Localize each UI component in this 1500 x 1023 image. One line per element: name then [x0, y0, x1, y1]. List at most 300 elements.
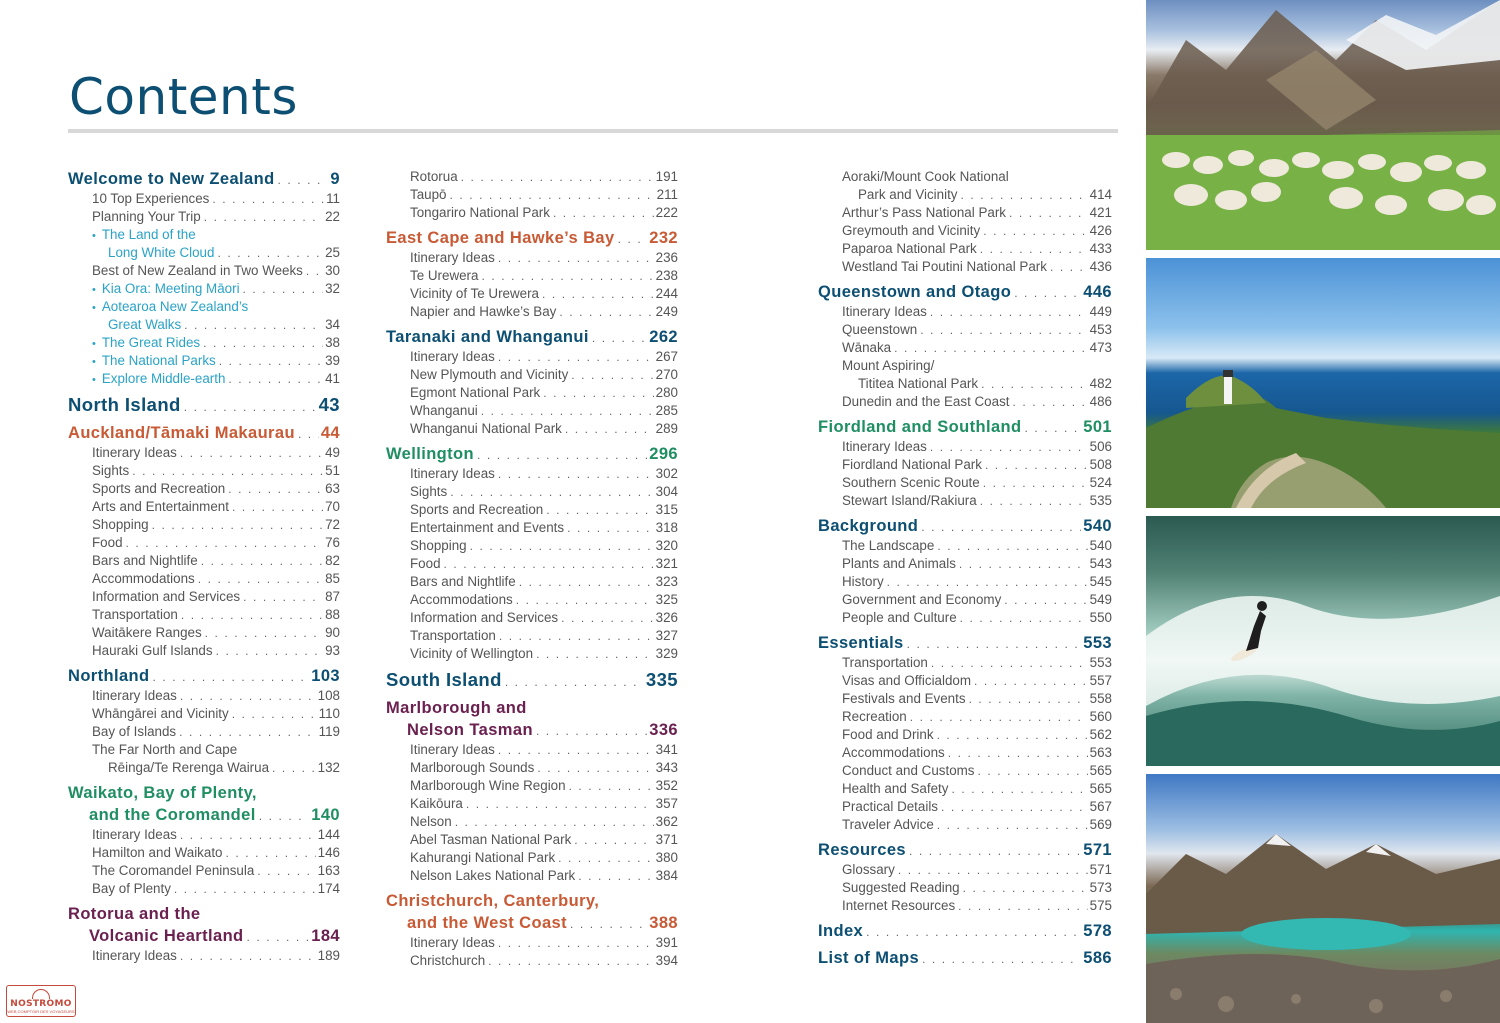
page-number: 320 [655, 538, 678, 553]
dot-leader [958, 897, 1088, 915]
toc-entry-title: Great Walks [108, 317, 182, 332]
toc-entry-title: Transportation [410, 628, 496, 643]
page-number: 302 [655, 466, 678, 481]
toc-entry [386, 204, 678, 222]
toc-entry-title: Nelson [410, 814, 452, 829]
dot-leader [477, 444, 647, 465]
toc-entry-title: Traveler Advice [842, 817, 934, 832]
toc-entry [818, 690, 1112, 708]
page-number: 51 [325, 463, 340, 478]
dot-leader [444, 555, 654, 573]
page-number: 578 [1083, 922, 1112, 940]
dot-leader [980, 492, 1088, 510]
dot-leader [204, 208, 323, 226]
dot-leader [937, 726, 1088, 744]
page-number: 569 [1089, 817, 1112, 832]
dot-leader [951, 780, 1087, 798]
page-number: 540 [1083, 517, 1112, 535]
page-number: 110 [318, 706, 340, 721]
toc-entry [386, 849, 678, 867]
page-number: 82 [325, 553, 340, 568]
page-number: 88 [325, 607, 340, 622]
toc-entry [818, 474, 1112, 492]
dot-leader [180, 444, 323, 462]
toc-entry [386, 384, 678, 402]
toc-entry-title: 10 Top Experiences [92, 191, 210, 206]
toc-entry-title: The Far North and Cape [92, 742, 238, 757]
toc-entry-title: Tititea National Park [858, 376, 979, 391]
toc-entry-title: Marlborough and [386, 699, 527, 717]
toc-entry-title: Mount Aspiring/ [842, 358, 935, 373]
toc-entry-title: Arthur’s Pass National Park [842, 205, 1006, 220]
toc-section-heading [818, 515, 1112, 537]
toc-section-heading [386, 912, 678, 934]
toc-entry [386, 813, 678, 831]
surfer-wave-photo [1146, 516, 1500, 766]
toc-entry-title: Fiordland National Park [842, 457, 982, 472]
dot-leader [1050, 258, 1088, 276]
page-number: 321 [655, 556, 678, 571]
toc-entry-title: Stewart Island/Rakiura [842, 493, 977, 508]
dot-leader [498, 741, 654, 759]
dot-leader [306, 262, 323, 280]
toc-column-2 [386, 168, 678, 970]
toc-entry-title: Itinerary Ideas [92, 948, 177, 963]
toc-entry-title: People and Culture [842, 610, 957, 625]
dot-leader [152, 516, 324, 534]
dot-leader [257, 862, 315, 880]
toc-entry-title: Food [92, 535, 123, 550]
toc-entry-title: Westland Tai Poutini National Park [842, 259, 1047, 274]
page-number: 362 [655, 814, 678, 829]
toc-entry-title: Background [818, 517, 919, 535]
toc-entry-title: South Island [386, 669, 502, 690]
page-number: 545 [1089, 574, 1112, 589]
page-number: 535 [1089, 493, 1112, 508]
page-title: Contents [69, 68, 298, 126]
dot-leader [558, 849, 654, 867]
dot-leader [961, 186, 1088, 204]
toc-entry-title: • Aotearoa New Zealand’s [92, 298, 248, 316]
toc-entry [68, 534, 340, 552]
dot-leader [481, 267, 653, 285]
page-number: 174 [317, 881, 340, 896]
dot-leader [247, 926, 310, 947]
dot-leader [198, 570, 323, 588]
toc-entry [386, 573, 678, 591]
mountain-sheep-photo [1146, 0, 1500, 250]
toc-entry [68, 498, 340, 516]
toc-section-heading [386, 890, 678, 912]
dot-leader [180, 687, 316, 705]
toc-entry [818, 654, 1112, 672]
page-number: 388 [649, 914, 678, 932]
toc-section-heading [386, 227, 678, 249]
toc-entry [818, 816, 1112, 834]
toc-section-heading [68, 925, 340, 947]
toc-entry [68, 624, 340, 642]
toc-entry-title: Visas and Officialdom [842, 673, 972, 688]
toc-entry-title: Essentials [818, 634, 904, 652]
page-number: 482 [1089, 376, 1112, 391]
dot-leader [180, 947, 316, 965]
dot-leader [909, 840, 1081, 861]
page-number: 211 [656, 187, 678, 202]
toc-entry [386, 795, 678, 813]
page-number: 573 [1089, 880, 1112, 895]
toc-entry [68, 552, 340, 570]
toc-entry-title: Aoraki/Mount Cook National [842, 169, 1009, 184]
toc-entry [68, 208, 340, 226]
toc-entry-title: The Landscape [842, 538, 935, 553]
page-number: 446 [1083, 283, 1112, 301]
page-number: 543 [1089, 556, 1112, 571]
dot-leader [574, 831, 653, 849]
dot-leader [894, 339, 1088, 357]
dot-leader [931, 654, 1088, 672]
title-divider [68, 129, 1118, 133]
page-number: 343 [655, 760, 678, 775]
dot-leader [920, 321, 1087, 339]
dot-leader [981, 375, 1088, 393]
toc-entry [386, 952, 678, 970]
page-number: 567 [1089, 799, 1112, 814]
dot-leader [226, 844, 316, 862]
toc-entry-title: Tongariro National Park [410, 205, 550, 220]
page-number: 575 [1089, 898, 1112, 913]
dot-leader [203, 334, 323, 352]
toc-entry-title: Resources [818, 841, 906, 859]
toc-entry-title: Vicinity of Te Urewera [410, 286, 540, 301]
toc-entry-title: Health and Safety [842, 781, 949, 796]
toc-entry-title: Marlborough Wine Region [410, 778, 566, 793]
dot-leader [278, 169, 329, 190]
toc-entry [818, 339, 1112, 357]
page-number: 421 [1089, 205, 1112, 220]
page-number: 87 [325, 589, 340, 604]
toc-entry [818, 492, 1112, 510]
page-number: 72 [325, 517, 340, 532]
dot-leader [553, 204, 654, 222]
toc-entry [386, 483, 678, 501]
toc-entry-title: Plants and Animals [842, 556, 956, 571]
page-number: 433 [1089, 241, 1112, 256]
page-number: 571 [1083, 841, 1112, 859]
toc-entry [818, 879, 1112, 897]
toc-entry [68, 570, 340, 588]
page-number: 39 [325, 353, 340, 368]
toc-entry-title: Accommodations [842, 745, 945, 760]
dot-leader [153, 666, 310, 687]
page-number: 244 [655, 286, 678, 301]
toc-entry-title: Sports and Recreation [410, 502, 544, 517]
toc-section-heading [68, 903, 340, 925]
toc-entry-title: Sights [92, 463, 130, 478]
dot-leader [898, 861, 1088, 879]
toc-entry [386, 348, 678, 366]
toc-entry-title: Shopping [410, 538, 467, 553]
toc-entry-title: Sports and Recreation [92, 481, 226, 496]
toc-entry [386, 186, 678, 204]
toc-entry [386, 555, 678, 573]
page-number: 486 [1089, 394, 1112, 409]
dot-leader [461, 168, 654, 186]
toc-entry-title: Transportation [842, 655, 928, 670]
toc-entry-title: Queenstown [842, 322, 918, 337]
toc-feature-entry [68, 280, 340, 298]
toc-entry [818, 240, 1112, 258]
dot-leader [259, 805, 310, 826]
toc-entry [386, 645, 678, 663]
page-number: 449 [1089, 304, 1112, 319]
dot-leader [937, 816, 1088, 834]
toc-entry [386, 831, 678, 849]
toc-entry [68, 741, 340, 759]
page-number: 524 [1089, 475, 1112, 490]
page-number: 43 [318, 394, 340, 415]
toc-entry-title: Northland [68, 667, 150, 685]
page-number: 296 [649, 445, 678, 463]
toc-entry-title: Southern Scenic Route [842, 475, 980, 490]
toc-entry [818, 726, 1112, 744]
toc-entry-title: Nelson Tasman [407, 721, 533, 739]
page-number: 371 [655, 832, 678, 847]
dot-leader [536, 645, 654, 663]
logo-arch-icon [32, 989, 50, 999]
toc-entry-title: Transportation [92, 607, 178, 622]
toc-entry-title: Food and Drink [842, 727, 934, 742]
toc-entry [68, 880, 340, 898]
page-number: 563 [1089, 745, 1112, 760]
page-number: 327 [655, 628, 678, 643]
dot-leader [232, 705, 317, 723]
dot-leader [243, 588, 323, 606]
toc-entry [386, 303, 678, 321]
page-number: 473 [1089, 340, 1112, 355]
toc-section-heading [386, 443, 678, 465]
toc-feature-entry [68, 226, 340, 244]
toc-section-heading [68, 665, 340, 687]
page-number: 285 [655, 403, 678, 418]
dot-leader [1014, 282, 1081, 303]
toc-entry [68, 588, 340, 606]
page-number: 380 [655, 850, 678, 865]
page-number: 501 [1083, 418, 1112, 436]
page-number: 549 [1089, 592, 1112, 607]
toc-entry-title: Recreation [842, 709, 907, 724]
toc-entry [818, 222, 1112, 240]
toc-feature-entry [68, 352, 340, 370]
toc-entry [68, 947, 340, 965]
toc-entry-title: Conduct and Customs [842, 763, 975, 778]
dot-leader [974, 672, 1088, 690]
toc-entry-title: Abel Tasman National Park [410, 832, 572, 847]
dot-leader [963, 879, 1088, 897]
toc-entry [818, 762, 1112, 780]
toc-feature-entry [68, 316, 340, 334]
dot-leader [470, 537, 654, 555]
dot-leader [910, 708, 1088, 726]
toc-entry-title: North Island [68, 394, 181, 415]
nostromo-logo [6, 985, 76, 1017]
dot-leader [969, 690, 1088, 708]
toc-entry [386, 627, 678, 645]
page-number: 357 [655, 796, 678, 811]
page-number: 38 [325, 335, 340, 350]
dot-leader [219, 352, 323, 370]
toc-entry [818, 744, 1112, 762]
toc-entry-title: and the West Coast [407, 914, 568, 932]
page-number: 323 [655, 574, 678, 589]
dot-leader [1013, 393, 1088, 411]
page-number: 262 [649, 328, 678, 346]
dot-leader [1025, 417, 1082, 438]
toc-entry [68, 462, 340, 480]
dot-leader [567, 519, 654, 537]
toc-entry-title: Sights [410, 484, 448, 499]
page-number: 63 [325, 481, 340, 496]
dot-leader [618, 228, 648, 249]
dot-leader [498, 934, 654, 952]
page-number: 9 [330, 170, 340, 188]
dot-leader [930, 303, 1088, 321]
dot-leader [578, 867, 653, 885]
dot-leader [205, 624, 323, 642]
dot-leader [978, 762, 1088, 780]
page-number: 163 [317, 863, 340, 878]
dot-leader [201, 552, 323, 570]
toc-entry-title: Hauraki Gulf Islands [92, 643, 213, 658]
toc-entry [386, 759, 678, 777]
toc-entry [818, 537, 1112, 555]
toc-entry-title: Egmont National Park [410, 385, 541, 400]
page-number: 22 [325, 209, 340, 224]
toc-entry [68, 687, 340, 705]
toc-entry [818, 357, 1112, 375]
toc-entry [386, 168, 678, 186]
dot-leader [565, 420, 654, 438]
page-number: 560 [1089, 709, 1112, 724]
dot-leader [866, 921, 1081, 942]
toc-entry [386, 420, 678, 438]
dot-leader [180, 826, 316, 844]
dot-leader [184, 395, 317, 417]
toc-entry [818, 708, 1112, 726]
toc-entry-title: Te Urewera [410, 268, 479, 283]
dot-leader [1009, 204, 1088, 222]
page-number: 304 [655, 484, 678, 499]
toc-entry-title: Greymouth and Vicinity [842, 223, 981, 238]
toc-entry-title: Kahurangi National Park [410, 850, 556, 865]
toc-entry [386, 609, 678, 627]
toc-entry-title: Whanganui National Park [410, 421, 562, 436]
toc-entry-title: Festivals and Events [842, 691, 966, 706]
page-number: 540 [1089, 538, 1112, 553]
dot-leader [930, 438, 1088, 456]
dot-leader [449, 186, 654, 204]
dot-leader [960, 609, 1088, 627]
page-number: 119 [318, 724, 340, 739]
toc-section-heading [818, 416, 1112, 438]
toc-entry-title: • The Land of the [92, 226, 196, 244]
dot-leader [243, 280, 324, 298]
dot-leader [181, 606, 323, 624]
dot-leader [948, 744, 1088, 762]
page-number: 11 [326, 191, 340, 206]
toc-entry [818, 609, 1112, 627]
dot-leader [516, 591, 654, 609]
toc-entry-title: Itinerary Ideas [92, 445, 177, 460]
toc-entry [68, 262, 340, 280]
page-number: 232 [649, 229, 678, 247]
toc-entry-title: Welcome to New Zealand [68, 170, 275, 188]
page-number: 249 [655, 304, 678, 319]
toc-entry-title: • Explore Middle-earth [92, 370, 225, 388]
toc-entry-title: Suggested Reading [842, 880, 960, 895]
page-number: 336 [649, 721, 678, 739]
toc-entry-title: Itinerary Ideas [842, 304, 927, 319]
toc-entry-title: Queenstown and Otago [818, 283, 1012, 301]
toc-entry-title: Fiordland and Southland [818, 418, 1022, 436]
toc-entry [386, 867, 678, 885]
page-number: 49 [325, 445, 340, 460]
toc-entry [818, 258, 1112, 276]
dot-leader [228, 480, 323, 498]
dot-leader [980, 240, 1088, 258]
toc-entry [818, 897, 1112, 915]
toc-entry-title: Index [818, 922, 864, 940]
toc-section-heading [68, 168, 340, 190]
toc-entry-title: Park and Vicinity [858, 187, 958, 202]
toc-entry [818, 204, 1112, 222]
toc-entry-title: Itinerary Ideas [92, 827, 177, 842]
dot-leader [184, 316, 323, 334]
page-number: 103 [311, 667, 340, 685]
toc-entry-title: Itinerary Ideas [92, 688, 177, 703]
page-number: 329 [655, 646, 678, 661]
dot-leader [498, 348, 654, 366]
toc-entry-title: Bars and Nightlife [92, 553, 198, 568]
dot-leader [519, 573, 654, 591]
page-number: 335 [645, 669, 678, 690]
toc-entry [386, 465, 678, 483]
toc-entry-title: Rotorua and the [68, 905, 201, 923]
toc-entry [68, 862, 340, 880]
toc-entry [386, 777, 678, 795]
page-number: 586 [1083, 949, 1112, 967]
toc-entry-title: Marlborough Sounds [410, 760, 535, 775]
page-number: 191 [655, 169, 678, 184]
toc-entry-title: Whanganui [410, 403, 478, 418]
page-number: 44 [320, 424, 340, 442]
page-number: 550 [1089, 610, 1112, 625]
dot-leader [937, 537, 1087, 555]
toc-entry [386, 537, 678, 555]
toc-entry-title: Bay of Plenty [92, 881, 171, 896]
toc-entry-title: Wellington [386, 445, 475, 463]
page-number: 508 [1089, 457, 1112, 472]
toc-entry [386, 267, 678, 285]
page-number: 236 [655, 250, 678, 265]
toc-section-heading [818, 947, 1112, 969]
toc-section-heading [68, 804, 340, 826]
dot-leader [921, 516, 1081, 537]
page-number: 90 [325, 625, 340, 640]
toc-entry [818, 303, 1112, 321]
logo-tagline: WEB COMPTOIR DES VOYAGEURS [7, 1008, 75, 1014]
toc-entry-title: Rēinga/Te Rerenga Wairua [108, 760, 270, 775]
page-number: 341 [655, 742, 678, 757]
